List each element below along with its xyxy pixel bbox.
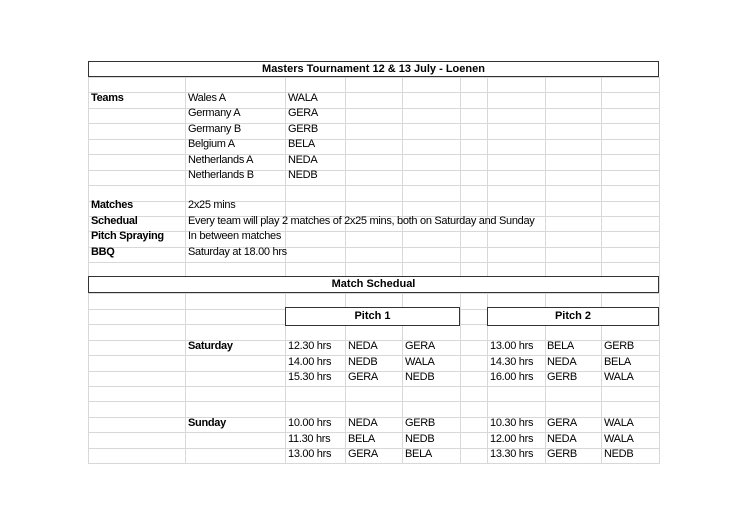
match-home: GERA [547, 417, 577, 429]
grid-hline [88, 139, 659, 140]
match-away: BELA [405, 448, 432, 460]
match-home: BELA [547, 340, 574, 352]
match-away: NEDB [405, 371, 435, 383]
match-time: 13.30 hrs [490, 448, 534, 460]
grid-vline [601, 77, 602, 464]
match-home: NEDA [348, 340, 378, 352]
team-name: Germany A [188, 107, 241, 119]
match-time: 12.00 hrs [490, 433, 534, 445]
info-label: Pitch Spraying [91, 230, 164, 242]
team-name: Netherlands B [188, 169, 254, 181]
grid-vline [545, 77, 546, 464]
team-name: Germany B [188, 123, 241, 135]
info-label: Schedual [91, 215, 138, 227]
match-away: WALA [604, 433, 634, 445]
team-code: BELA [288, 138, 315, 150]
grid-vline [402, 77, 403, 464]
match-home: GERB [547, 448, 577, 460]
grid-hline [88, 77, 659, 78]
match-time: 15.30 hrs [288, 371, 332, 383]
info-value: Saturday at 18.00 hrs [188, 246, 287, 258]
match-home: NEDA [547, 433, 577, 445]
match-away: BELA [604, 356, 631, 368]
match-away: NEDB [604, 448, 634, 460]
match-away: NEDB [405, 433, 435, 445]
grid-hline [88, 185, 659, 186]
grid-vline [659, 77, 660, 464]
match-home: NEDB [348, 356, 378, 368]
match-time: 10.00 hrs [288, 417, 332, 429]
tournament-title: Masters Tournament 12 & 13 July - Loenen [88, 61, 659, 77]
grid-vline [285, 77, 286, 464]
grid-hline [88, 201, 659, 202]
grid-hline [88, 170, 659, 171]
match-home: NEDA [547, 356, 577, 368]
grid-hline [88, 231, 659, 232]
match-away: WALA [604, 371, 634, 383]
day-label: Sunday [188, 417, 226, 429]
team-code: WALA [288, 92, 318, 104]
grid-hline [88, 247, 659, 248]
match-time: 14.30 hrs [490, 356, 534, 368]
grid-hline [88, 154, 659, 155]
team-name: Belgium A [188, 138, 235, 150]
match-home: GERA [348, 371, 378, 383]
match-home: BELA [348, 433, 375, 445]
grid-hline [88, 92, 659, 93]
match-away: GERB [604, 340, 634, 352]
team-name: Wales A [188, 92, 226, 104]
team-code: NEDB [288, 169, 318, 181]
grid-hline [88, 401, 659, 402]
info-label: Matches [91, 199, 133, 211]
match-time: 16.00 hrs [490, 371, 534, 383]
match-away: GERA [405, 340, 435, 352]
info-value: Every team will play 2 matches of 2x25 mins, both on Saturday and Sunday [188, 215, 535, 227]
pitch2-header: Pitch 2 [487, 307, 659, 326]
match-time: 10.30 hrs [490, 417, 534, 429]
match-time: 13.00 hrs [288, 448, 332, 460]
grid-vline [460, 77, 461, 464]
team-code: NEDA [288, 154, 318, 166]
grid-vline [487, 77, 488, 464]
grid-hline [88, 262, 659, 263]
grid-vline [345, 77, 346, 464]
grid-vline [185, 77, 186, 464]
match-time: 12.30 hrs [288, 340, 332, 352]
match-away: WALA [405, 356, 435, 368]
team-name: Netherlands A [188, 154, 254, 166]
pitch1-header: Pitch 1 [285, 307, 460, 326]
teams-label: Teams [91, 92, 124, 104]
match-home: GERA [348, 448, 378, 460]
match-home: NEDA [348, 417, 378, 429]
grid-hline [88, 463, 659, 464]
info-value: 2x25 mins [188, 199, 236, 211]
match-time: 14.00 hrs [288, 356, 332, 368]
day-label: Saturday [188, 340, 233, 352]
team-code: GERA [288, 107, 318, 119]
match-away: GERB [405, 417, 435, 429]
grid-hline [88, 386, 659, 387]
match-home: GERB [547, 371, 577, 383]
grid-vline [88, 77, 89, 464]
match-away: WALA [604, 417, 634, 429]
match-time: 13.00 hrs [490, 340, 534, 352]
info-value: In between matches [188, 230, 282, 242]
match-time: 11.30 hrs [288, 433, 331, 445]
schedule-title: Match Schedual [88, 276, 659, 293]
info-label: BBQ [91, 246, 115, 258]
grid-hline [88, 293, 659, 294]
grid-hline [88, 123, 659, 124]
grid-hline [88, 108, 659, 109]
team-code: GERB [288, 123, 318, 135]
